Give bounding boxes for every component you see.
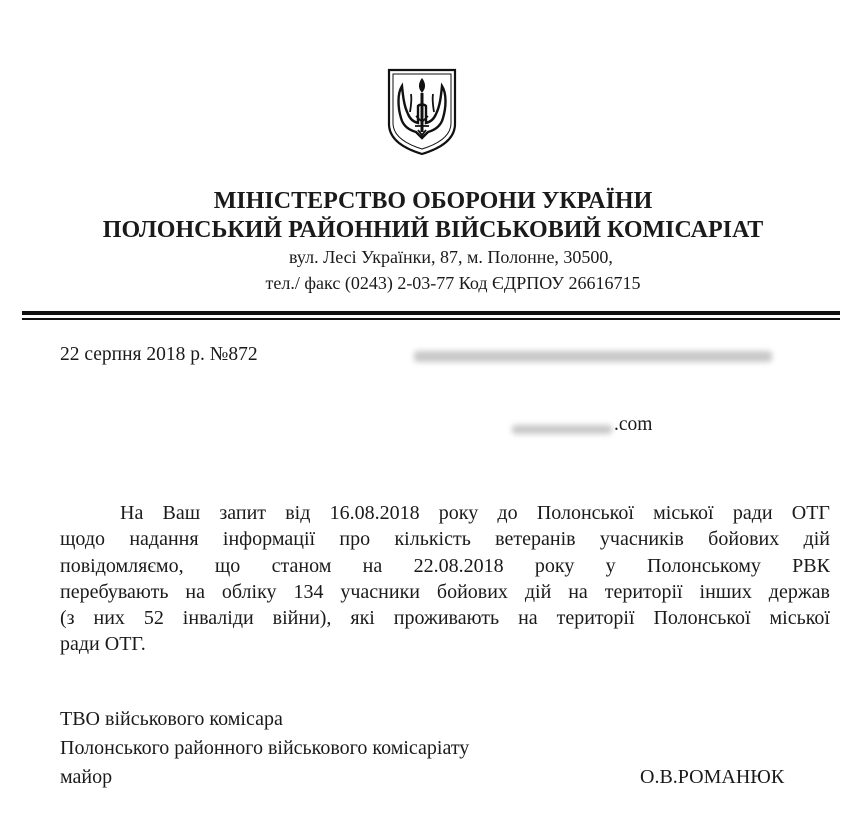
letter-body	[60, 500, 830, 658]
email-redacted	[512, 425, 612, 434]
body-line: щодо надання інформації про кількість ветеранів учасників бойових дій	[60, 528, 830, 551]
date-and-number: 22 серпня 2018 р. №872	[60, 344, 258, 365]
recipient-redacted	[414, 351, 772, 362]
commissariat-title: ПОЛОНСЬКИЙ РАЙОННИЙ ВІЙСЬКОВИЙ КОМІСАРІАТ	[102, 217, 764, 243]
signatory-unit: Полонського районного військового комісаріату	[60, 737, 470, 759]
header-divider-thin	[22, 318, 840, 320]
body-line: (з них 52 інваліди війни), які проживають на території Полонської міської	[60, 607, 830, 630]
ministry-title: МІНІСТЕРСТВО ОБОРОНИ УКРАЇНИ	[213, 188, 653, 214]
contacts-line: тел./ факс (0243) 2-03-77 Код ЄДРПОУ 26616715	[265, 273, 641, 293]
signatory-rank: майор	[60, 766, 113, 788]
body-line: ради ОТГ.	[60, 633, 146, 656]
body-line: перебувають на обліку 134 учасники бойових дій на території інших держав	[60, 580, 830, 603]
signatory-position: ТВО військового комісара	[60, 708, 283, 730]
signatory-name: О.В.РОМАНЮК	[640, 766, 785, 788]
header-divider-thick	[22, 311, 840, 315]
body-line: повідомляємо, що станом на 22.08.2018 року у Полонському РВК	[60, 554, 830, 577]
body-line: На Ваш запит від 16.08.2018 року до Полонської міської ради ОТГ	[120, 502, 830, 524]
address-line: вул. Лесі Українки, 87, м. Полонне, 30500,	[289, 247, 613, 267]
email-fragment: .com	[614, 414, 653, 435]
trident-coat-of-arms-icon	[385, 66, 459, 156]
